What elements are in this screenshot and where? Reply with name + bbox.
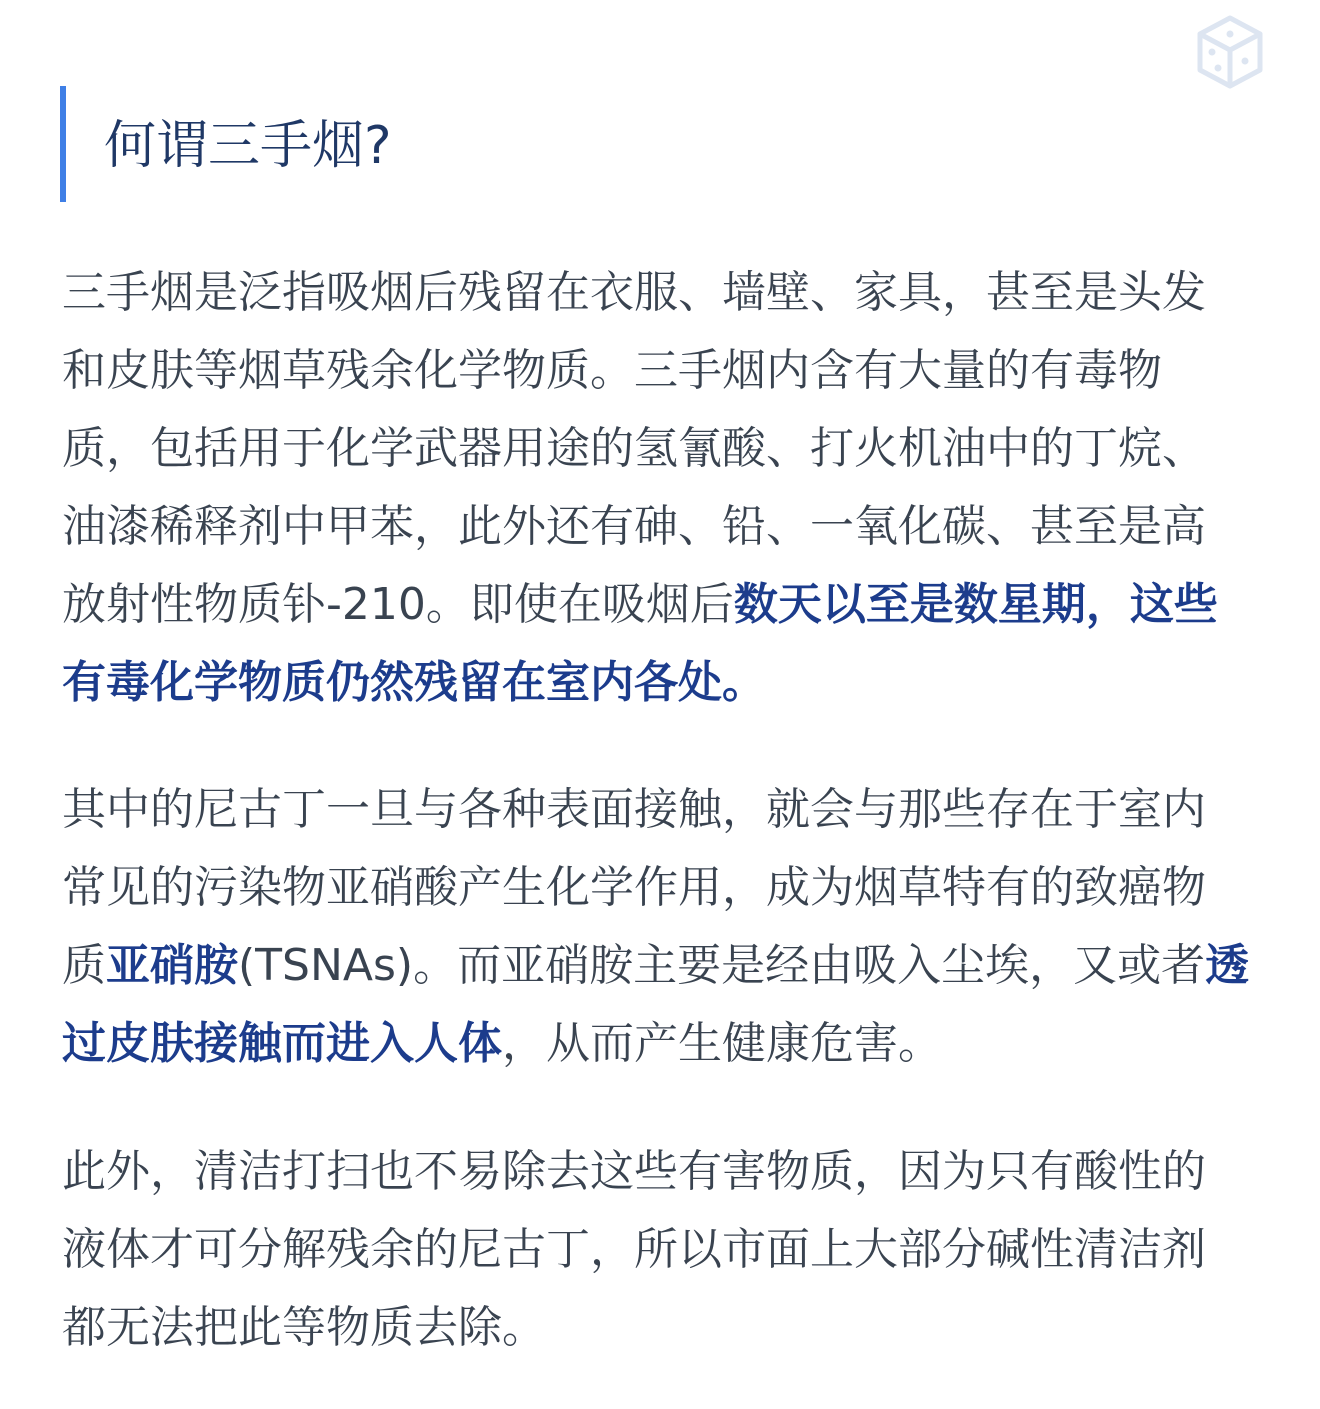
text-line (62, 566, 1312, 644)
emphasized-phrase: 亚硝胺 (106, 940, 238, 991)
text-segment: ，从而产生健康危害。 (502, 1018, 942, 1069)
emphasized-phrase: 过皮肤接触而进入人体 (62, 1018, 502, 1069)
heading-accent-bar (60, 86, 66, 202)
text-line (62, 332, 1312, 410)
text-segment: 三手烟是泛指吸烟后残留在衣服、墙壁、家具，甚至是头发 (62, 267, 1206, 318)
text-line (62, 1211, 1312, 1289)
text-segment: 和皮肤等烟草残余化学物质。三手烟内含有大量的有毒物 (62, 345, 1162, 396)
text-segment: 都无法把此等物质去除。 (62, 1302, 546, 1353)
emphasized-phrase: 透 (1205, 940, 1250, 991)
section-title: 何谓三手烟? (104, 116, 392, 176)
cube-logo-icon (1190, 12, 1270, 92)
cube-logo-icon-graphic (1190, 12, 1270, 92)
text-line (62, 1005, 1312, 1083)
paragraph (62, 254, 1312, 722)
text-segment: 液体才可分解残余的尼古丁，所以市面上大部分碱性清洁剂 (62, 1224, 1206, 1275)
text-line (62, 1133, 1312, 1211)
text-line (62, 1289, 1312, 1367)
emphasized-phrase: 有毒化学物质仍然残留在室内各处。 (62, 657, 766, 708)
text-segment: 油漆稀释剂中甲苯，此外还有砷、铅、一氧化碳、甚至是高 (62, 501, 1206, 552)
text-line (62, 488, 1312, 566)
text-segment: 质，包括用于化学武器用途的氢氰酸、打火机油中的丁烷、 (62, 423, 1206, 474)
text-line (62, 644, 1312, 722)
text-segment: 放射性物质钋-210。即使在吸烟后 (62, 579, 734, 630)
paragraph (62, 1133, 1312, 1367)
text-segment: 质 (62, 940, 106, 991)
text-segment: 此外，清洁打扫也不易除去这些有害物质，因为只有酸性的 (62, 1146, 1206, 1197)
text-line (62, 410, 1312, 488)
text-segment: (TSNAs)。而亚硝胺主要是经由吸入尘埃，又或者 (238, 940, 1206, 991)
text-segment: 其中的尼古丁一旦与各种表面接触，就会与那些存在于室内 (62, 784, 1206, 835)
text-segment: 常见的污染物亚硝酸产生化学作用，成为烟草特有的致癌物 (62, 862, 1206, 913)
emphasized-phrase: 数天以至是数星期，这些 (733, 579, 1218, 630)
text-line (62, 771, 1312, 849)
text-line (62, 927, 1312, 1005)
paragraph (62, 771, 1312, 1083)
text-line (62, 849, 1312, 927)
text-line (62, 254, 1312, 332)
